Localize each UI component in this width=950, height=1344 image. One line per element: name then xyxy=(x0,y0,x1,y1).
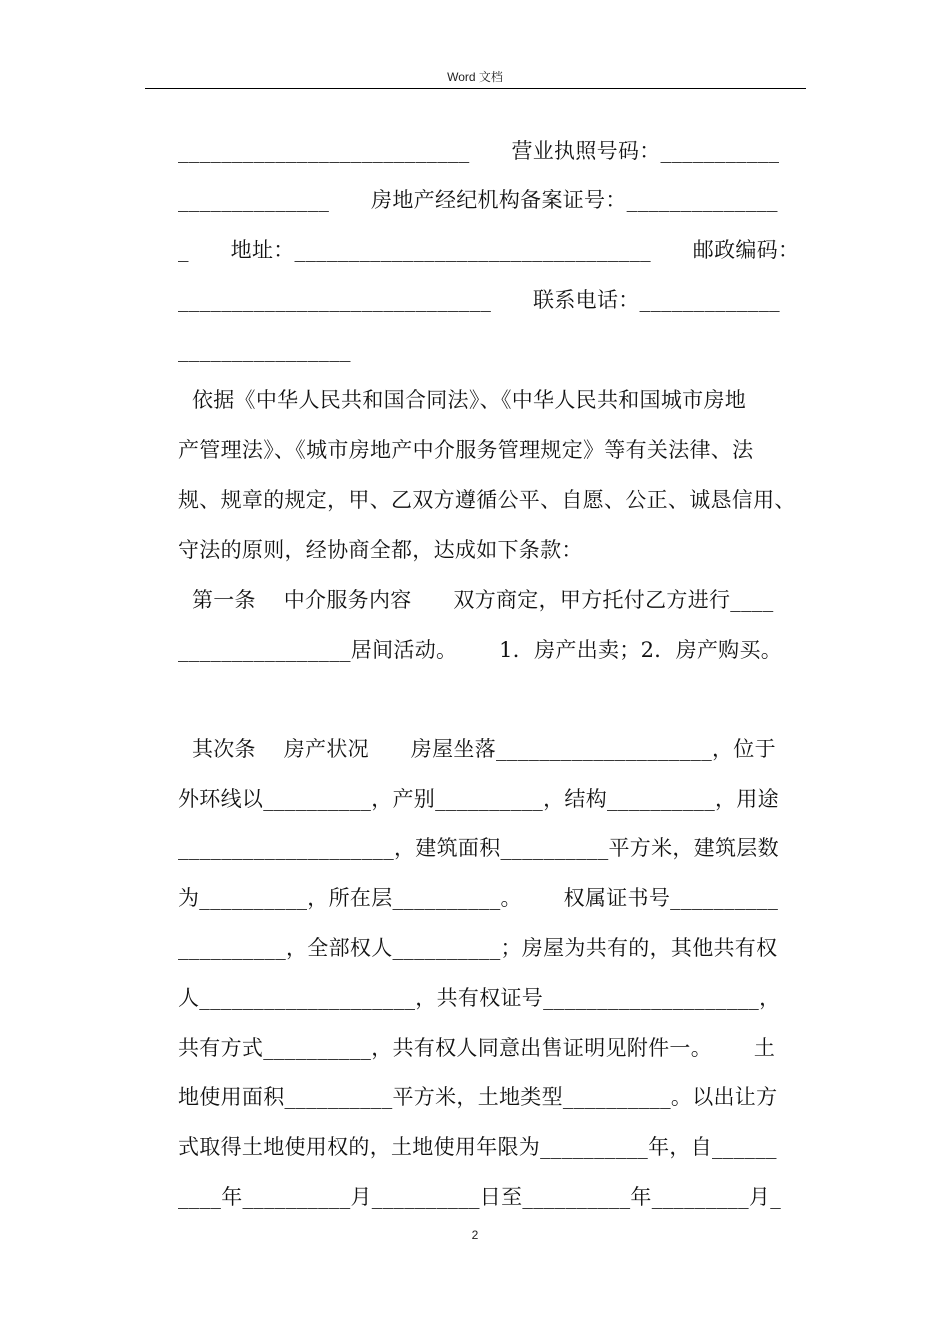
body-line-18: 共有方式__________，共有权人同意出售证明见附件一。 土 xyxy=(178,1036,776,1060)
body-line-17: 人____________________，共有权证号____________________， xyxy=(178,986,781,1010)
body-line-14: ____________________，建筑面积__________平方米，建筑层数 xyxy=(178,836,779,860)
body-line-7: 产管理法》、《城市房地产中介服务管理规定》等有关法律、法 xyxy=(178,438,754,462)
body-line-10: 第一条 中介服务内容 双方商定，甲方托付乙方进行____ xyxy=(178,588,774,612)
body-line-2: ______________ 房地产经纪机构备案证号：______________ xyxy=(178,188,778,212)
body-line-15: 为__________，所在层__________。 权属证书号__________ xyxy=(178,886,779,910)
body-line-4: _____________________________ 联系电话：_____________ xyxy=(178,288,780,312)
body-line-9: 守法的原则，经协商全都，达成如下条款： xyxy=(178,538,583,562)
body-line-11: ________________居间活动。 1．房产出卖；2．房产购买。 xyxy=(178,638,783,662)
body-line-12: 其次条 房产状况 房屋坐落____________________，位于 xyxy=(178,737,776,761)
body-line-21: ____年__________月__________日至__________年_________月_ xyxy=(178,1185,781,1209)
body-line-16: __________，全部权人__________；房屋为共有的，其他共有权 xyxy=(178,936,778,960)
body-line-19: 地使用面积__________平方米，土地类型__________。以出让方 xyxy=(178,1085,778,1109)
body-line-8: 规、规章的规定，甲、乙双方遵循公平、自愿、公正、诚恳信用、 xyxy=(178,488,796,512)
document-header: Word 文档 xyxy=(447,70,503,84)
body-line-20: 式取得土地使用权的，土地使用年限为__________年，自______ xyxy=(178,1135,777,1159)
body-line-1: ___________________________ 营业执照号码：___________ xyxy=(178,139,780,163)
header-divider xyxy=(145,88,806,89)
body-line-5: ________________ xyxy=(178,338,351,362)
body-line-3: _ 地址：_________________________________ 邮政编码： xyxy=(178,238,800,262)
body-line-13: 外环线以__________，产别__________，结构__________，用途 xyxy=(178,787,779,811)
body-line-6: 依据《中华人民共和国合同法》、《中华人民共和国城市房地 xyxy=(178,388,747,412)
page-number: 2 xyxy=(471,1228,479,1242)
